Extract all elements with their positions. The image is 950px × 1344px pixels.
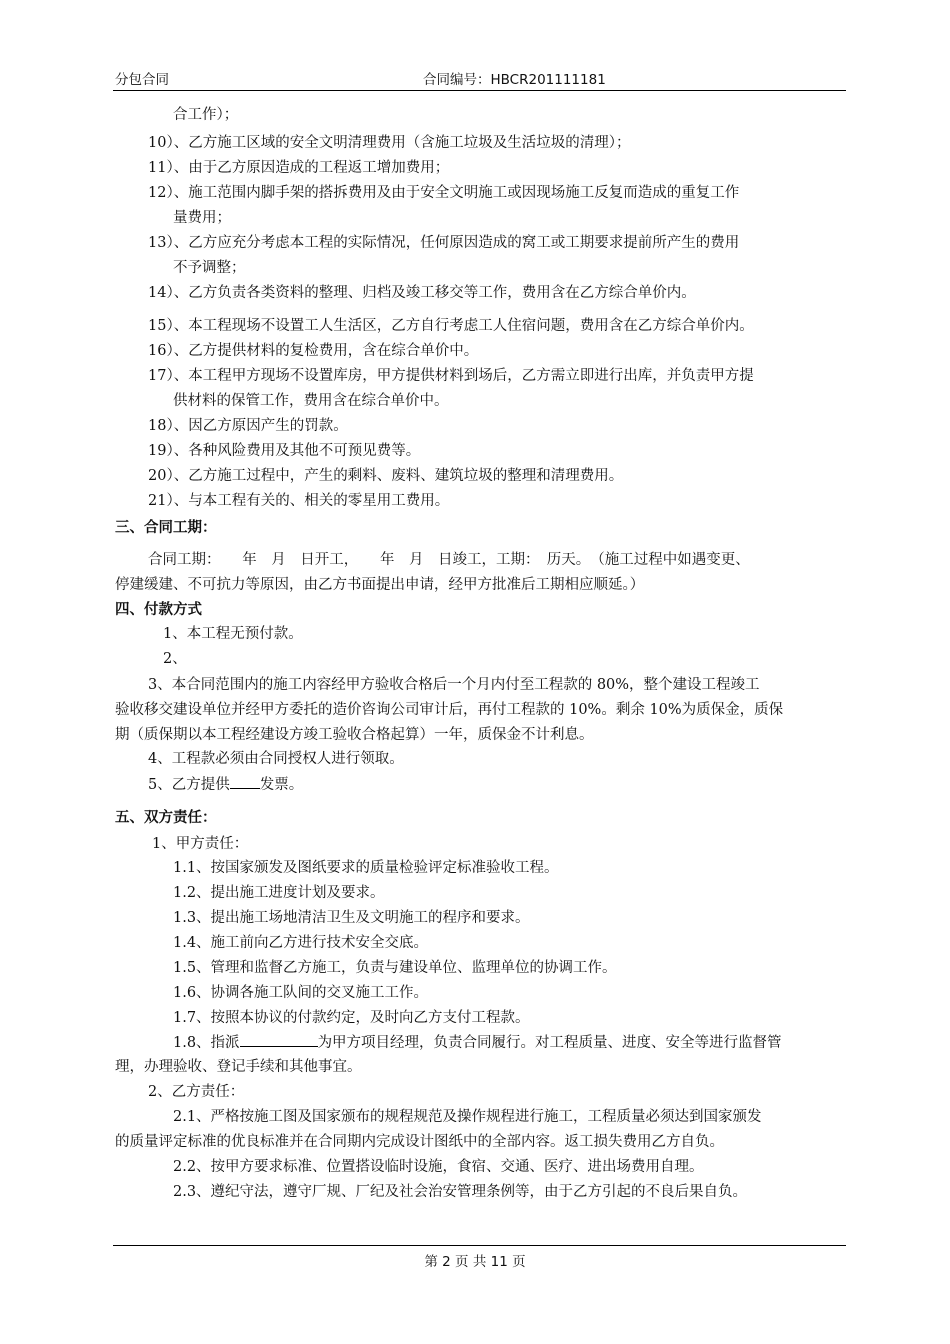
text-line: 1.2、提出施工进度计划及要求。 bbox=[173, 885, 385, 901]
text-line: 2、乙方责任： bbox=[148, 1084, 245, 1100]
page-header bbox=[113, 66, 846, 88]
text-line: 1.1、按国家颁发及图纸要求的质量检验评定标准验收工程。 bbox=[173, 860, 559, 876]
text-line: 验收移交建设单位并经甲方委托的造价咨询公司审计后，再付工程款的 10%。剩余 10%为质保金，质保 bbox=[115, 702, 784, 718]
text-line: 16）、乙方提供材料的复检费用，含在综合单价中。 bbox=[148, 343, 479, 359]
text-line: 3、本合同范围内的施工内容经甲方验收合格后一个月内付至工程款的 80%，整个建设工程竣工 bbox=[148, 677, 760, 693]
text-line: 1、甲方责任： bbox=[152, 836, 249, 852]
text-line: 理，办理验收、登记手续和其他事宜。 bbox=[115, 1059, 362, 1075]
section-heading-4: 四、付款方式 bbox=[115, 602, 202, 618]
text-line: 21）、与本工程有关的、相关的零星用工费用。 bbox=[148, 493, 450, 509]
text-line: 1.4、施工前向乙方进行技术安全交底。 bbox=[173, 935, 429, 951]
text-fragment: 1.8、指派 bbox=[173, 1035, 240, 1051]
text-line: 10）、乙方施工区域的安全文明清理费用（含施工垃圾及生活垃圾的清理）； bbox=[148, 135, 631, 151]
text-line: 2.3、遵纪守法，遵守厂规、厂纪及社会治安管理条例等，由于乙方引起的不良后果自负。 bbox=[173, 1184, 748, 1200]
text-line: 1.3、提出施工场地清洁卫生及文明施工的程序和要求。 bbox=[173, 910, 530, 926]
section-heading-5: 五、双方责任： bbox=[115, 810, 217, 826]
text-line: 1.7、按照本协议的付款约定，及时向乙方支付工程款。 bbox=[173, 1010, 530, 1026]
footer-divider bbox=[113, 1245, 846, 1246]
text-line: 停建缓建、不可抗力等原因，由乙方书面提出申请，经甲方批准后工期相应顺延。） bbox=[115, 577, 645, 593]
text-line: 的质量评定标准的优良标准并在合同期内完成设计图纸中的全部内容。返工损失费用乙方自负。 bbox=[115, 1134, 724, 1150]
text-line: 15）、本工程现场不设置工人生活区，乙方自行考虑工人住宿问题，费用含在乙方综合单价内。 bbox=[148, 318, 754, 334]
fill-in-blank bbox=[230, 774, 260, 789]
text-line: 13）、乙方应充分考虑本工程的实际情况，任何原因造成的窝工或工期要求提前所产生的费用 bbox=[148, 235, 740, 251]
section-heading-3: 三、合同工期： bbox=[115, 520, 217, 536]
text-line: 17）、本工程甲方现场不设置库房，甲方提供材料到场后，乙方需立即进行出库，并负责甲方提 bbox=[148, 368, 754, 384]
header-divider bbox=[113, 90, 846, 91]
text-line bbox=[173, 1032, 782, 1053]
text-line: 2.1、严格按施工图及国家颁布的规程规范及操作规程进行施工，工程质量必须达到国家颁发 bbox=[173, 1109, 762, 1125]
text-line: 20）、乙方施工过程中，产生的剩料、废料、建筑垃圾的整理和清理费用。 bbox=[148, 468, 624, 484]
text-line: 量费用； bbox=[173, 210, 231, 226]
text-line: 2、 bbox=[163, 651, 187, 667]
text-line: 合同工期： 年 月 日开工， 年 月 日竣工，工期： 历天。 （施工过程中如遇变更、 bbox=[148, 552, 750, 568]
page-number: 第 2 页 共 11 页 bbox=[424, 1254, 526, 1270]
text-line: 期（质保期以本工程经建设方竣工验收合格起算）一年，质保金不计利息。 bbox=[115, 727, 594, 743]
text-line: 供材料的保管工作，费用含在综合单价中。 bbox=[173, 393, 449, 409]
text-line: 12）、施工范围内脚手架的搭拆费用及由于安全文明施工或因现场施工反复而造成的重复工作 bbox=[148, 185, 740, 201]
text-line: 2.2、按甲方要求标准、位置搭设临时设施，食宿、交通、医疗、进出场费用自理。 bbox=[173, 1159, 704, 1175]
text-line: 11）、由于乙方原因造成的工程返工增加费用； bbox=[148, 160, 450, 176]
text-line: 4、工程款必须由合同授权人进行领取。 bbox=[148, 751, 404, 767]
text-line: 1、本工程无预付款。 bbox=[163, 626, 303, 642]
text-line: 不予调整； bbox=[173, 260, 246, 276]
text-fragment: 为甲方项目经理，负责合同履行。对工程质量、进度、安全等进行监督管 bbox=[317, 1035, 782, 1051]
text-fragment: 5、乙方提供 bbox=[148, 777, 230, 793]
text-line: 18）、因乙方原因产生的罚款。 bbox=[148, 418, 348, 434]
header-doc-title: 分包合同 bbox=[115, 72, 169, 88]
text-line: 19）、各种风险费用及其他不可预见费等。 bbox=[148, 443, 421, 459]
fill-in-blank bbox=[240, 1032, 318, 1047]
text-line bbox=[148, 774, 303, 795]
text-line: 14）、乙方负责各类资料的整理、归档及竣工移交等工作，费用含在乙方综合单价内。 bbox=[148, 285, 696, 301]
text-line: 1.5、管理和监督乙方施工，负责与建设单位、监理单位的协调工作。 bbox=[173, 960, 617, 976]
text-line: 1.6、协调各施工队间的交叉施工工作。 bbox=[173, 985, 429, 1001]
text-line: 合工作）； bbox=[173, 107, 239, 123]
text-fragment: 发票。 bbox=[259, 777, 304, 793]
header-contract-number: 合同编号：HBCR201111181 bbox=[423, 72, 606, 88]
